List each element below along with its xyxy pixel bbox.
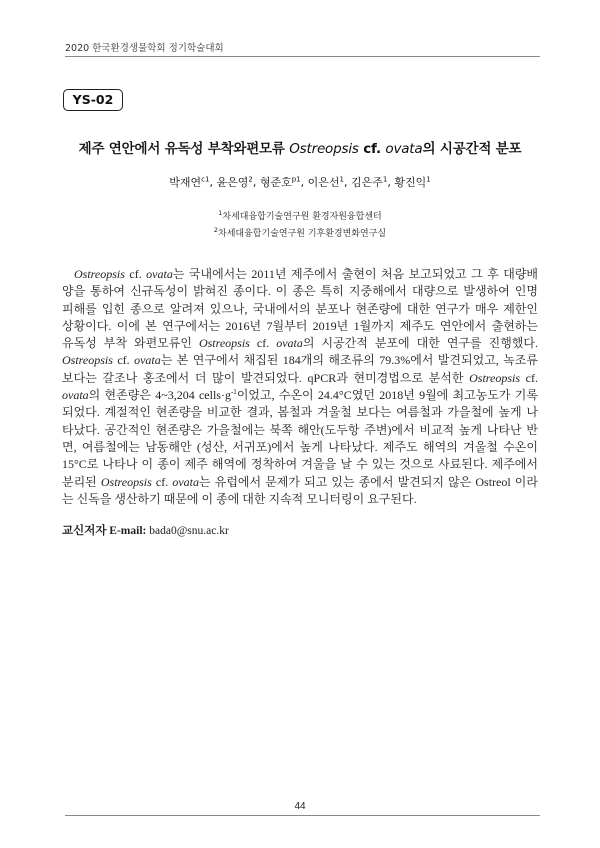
contact-label: 교신저자 E-mail: <box>62 525 147 537</box>
affiliation-1: $^1$차세대융합기술연구원 환경자원융합센터 <box>218 209 382 222</box>
paper-title <box>0 137 600 157</box>
author: 이은선$^1$, <box>307 175 351 189</box>
corresponding-author <box>62 522 229 538</box>
abstract-body <box>62 266 538 508</box>
abstract-line: Ostreopsis cf. ovata는 국내에서는 2011년 제주에서 출현이 처음 보고되었고 그 후 대량배 <box>74 267 538 281</box>
conference-header: 2020 한국환경생물학회 정기학술대회 <box>65 43 224 54</box>
author: 박재연$^{c1}$, <box>169 175 217 189</box>
abstract-line: 상황이다. 이에 본 연구에서는 2016년 7월부터 2019년 1월까지 제주도 연안에서 출현하는 <box>62 318 538 333</box>
title-genus: Ostreopsis <box>289 141 359 157</box>
abstract-line: 면, 여름철에는 남동해안 (성산, 서귀포)에서 높게 나타났다. 제주도 해역의 겨울철 수온이 <box>62 439 538 454</box>
contact-email: bada0@snu.ac.kr <box>149 525 229 537</box>
title-part2: 의 시공간적 분포 <box>422 141 522 157</box>
abstract-line: 는 신독을 생산하기 때문에 이 종에 대한 지속적 모니터링이 요구된다. <box>62 491 417 506</box>
title-part1: 제주 연안에서 유독성 부착와편모류 <box>78 141 290 157</box>
abstract-line: 15°C로 나타나 이 종이 제주 해역에 정착하여 겨울을 날 수 있는 것으로 사료된다. 제주에서 <box>62 457 538 472</box>
abstract-line: 되었다. 계절적인 현존량을 비교한 결과, 봄철과 겨울철 보다는 여름철과 가을철에 높게 나 <box>62 405 538 420</box>
author: 황진익$^1$ <box>394 175 431 189</box>
abstract-line: 유독성 부착 와편모류인 Ostreopsis cf. ovata의 시공간적 분포에 대한 연구를 진행했다. <box>62 336 538 351</box>
title-species: ovata <box>385 141 423 157</box>
header-rule <box>65 56 540 57</box>
abstract-line: ovata의 현존량은 4~3,204 $cells\cdot g^{-1}$이었고, 수온이 24.4°C였던 2018년 9월에 최고농도가 기록 <box>62 388 538 403</box>
author: 윤은영$^2$, <box>216 175 260 189</box>
author: 형준호$^{p1}$, <box>259 175 308 189</box>
footer-rule <box>65 815 540 816</box>
abstract-line: 타났다. 공간적인 현존량은 가을철에는 북쪽 해안(도두항 주변)에서 비교적 높게 나타난 반 <box>62 422 538 437</box>
author: 김은주$^1$, <box>351 175 395 189</box>
abstract-line: 피해를 입힌 종으로 알려져 있으나, 국내에서의 분포나 현존량에 대한 연구가 매우 제한인 <box>62 301 538 316</box>
abstract-line: Ostreopsis cf. ovata는 본 연구에서 채집된 184개의 해조류의 79.3%에서 발견되었고, 녹조류 <box>62 353 538 368</box>
abstract-line: 분리된 Ostreopsis cf. ovata는 유럽에서 문제가 되고 있는 종에서 발견되지 않은 Ostreol 이라 <box>62 474 538 489</box>
session-badge: YS-02 <box>63 89 123 111</box>
title-cf: cf. <box>358 141 386 157</box>
affiliation-2: $^2$차세대융합기술연구원 기후환경변화연구실 <box>213 226 387 239</box>
author-list <box>0 174 600 190</box>
abstract-line: 양을 통하여 신규독성이 밝혀진 종이다. 이 종은 특히 지중해에서 대량으로 발생하여 인명 <box>62 284 538 299</box>
abstract-line: 보다는 갈조나 홍조에서 더 많이 발견되었다. qPCR과 현미경법으로 분석한 Ostreopsis cf. <box>62 370 539 385</box>
page-number: 44 <box>294 801 306 812</box>
